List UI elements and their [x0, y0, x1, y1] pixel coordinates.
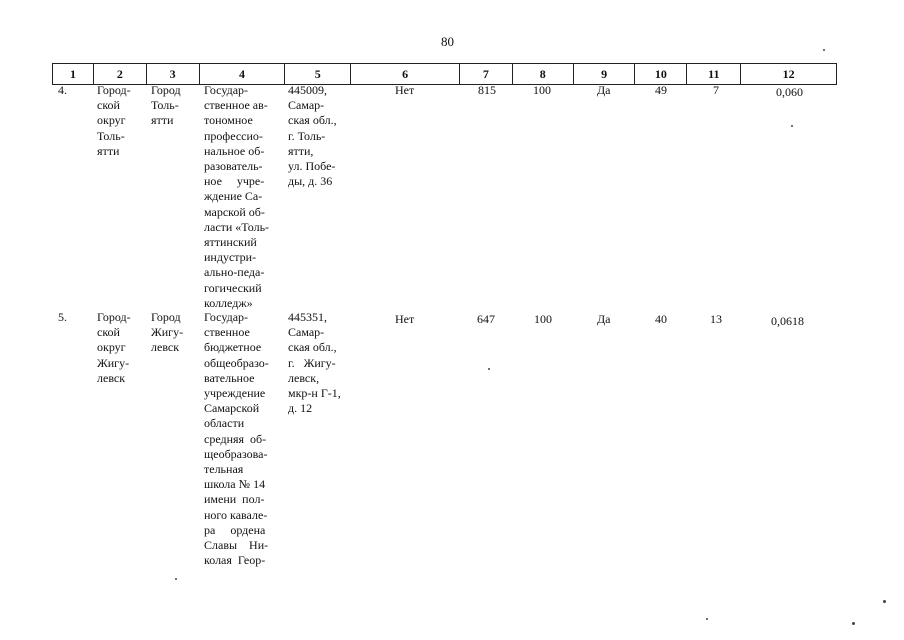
- header-col-11: 11: [687, 64, 741, 84]
- header-col-3: 3: [147, 64, 200, 84]
- scan-speck: [488, 368, 490, 370]
- header-col-12: 12: [782, 66, 795, 81]
- scan-speck: [791, 125, 793, 127]
- header-col-8: 8: [513, 64, 574, 84]
- col-12-cell: 0,0618: [771, 314, 804, 328]
- scan-speck: [175, 578, 177, 580]
- col-8-cell: 100: [534, 312, 552, 326]
- address-cell: 445351, Самар- ская обл., г. Жигу- левск, мкр-н Г-1, д. 12: [288, 310, 341, 416]
- page-number: 80: [441, 34, 454, 49]
- header-col-4: 4: [200, 64, 286, 84]
- col-10-cell: 40: [655, 312, 667, 326]
- scan-speck: [883, 600, 886, 603]
- address-cell: 445009, Самар- ская обл., г. Толь- ятти, ул. Побе- ды, д. 36: [288, 83, 337, 189]
- institution-cell: Государ- ственное бюджетное общеобразо- вательное учреждение Самарской области средняя об- щеобразова- тельная школа № 14 имени пол- ного кавале- ра ордена Славы Ни- колая Геор-: [204, 310, 269, 568]
- header-col-7: 7: [460, 64, 513, 84]
- city-cell: Город Толь- ятти: [151, 83, 181, 128]
- table-header: [52, 63, 837, 85]
- district-cell: Город- ской округ Толь- ятти: [97, 83, 131, 158]
- institution-cell: Государ- ственное ав- тономное профессио- нальное об- разователь- ное учре- ждение Са- марской об- ласти «Толь- яттинский индустри- ально-педа- гогический колледж»: [204, 83, 270, 310]
- row-number: 5.: [58, 310, 67, 324]
- district-cell: Город- ской округ Жигу- левск: [97, 310, 131, 385]
- scan-speck: [852, 622, 855, 625]
- col-11-cell: 7: [713, 83, 719, 97]
- scan-speck: [823, 49, 825, 51]
- col-7-cell: 815: [478, 83, 496, 97]
- col-12-cell: 0,060: [776, 85, 803, 99]
- header-col-5: 5: [285, 64, 351, 84]
- col-9-cell: Да: [597, 312, 611, 326]
- header-col-9: 9: [574, 64, 636, 84]
- header-col-1: 1: [53, 64, 94, 84]
- row-number: 4.: [58, 83, 67, 97]
- header-col-6: 6: [351, 64, 460, 84]
- col-6-cell: Нет: [395, 83, 415, 97]
- col-7-cell: 647: [477, 312, 495, 326]
- col-11-cell: 13: [710, 312, 722, 326]
- col-9-cell: Да: [597, 83, 611, 97]
- col-10-cell: 49: [655, 83, 667, 97]
- col-6-cell: Нет: [395, 312, 415, 326]
- scan-speck: [706, 618, 708, 620]
- header-col-10: 10: [635, 64, 687, 84]
- col-8-cell: 100: [533, 83, 551, 97]
- header-col-2: 2: [94, 64, 147, 84]
- city-cell: Город Жигу- левск: [151, 310, 184, 355]
